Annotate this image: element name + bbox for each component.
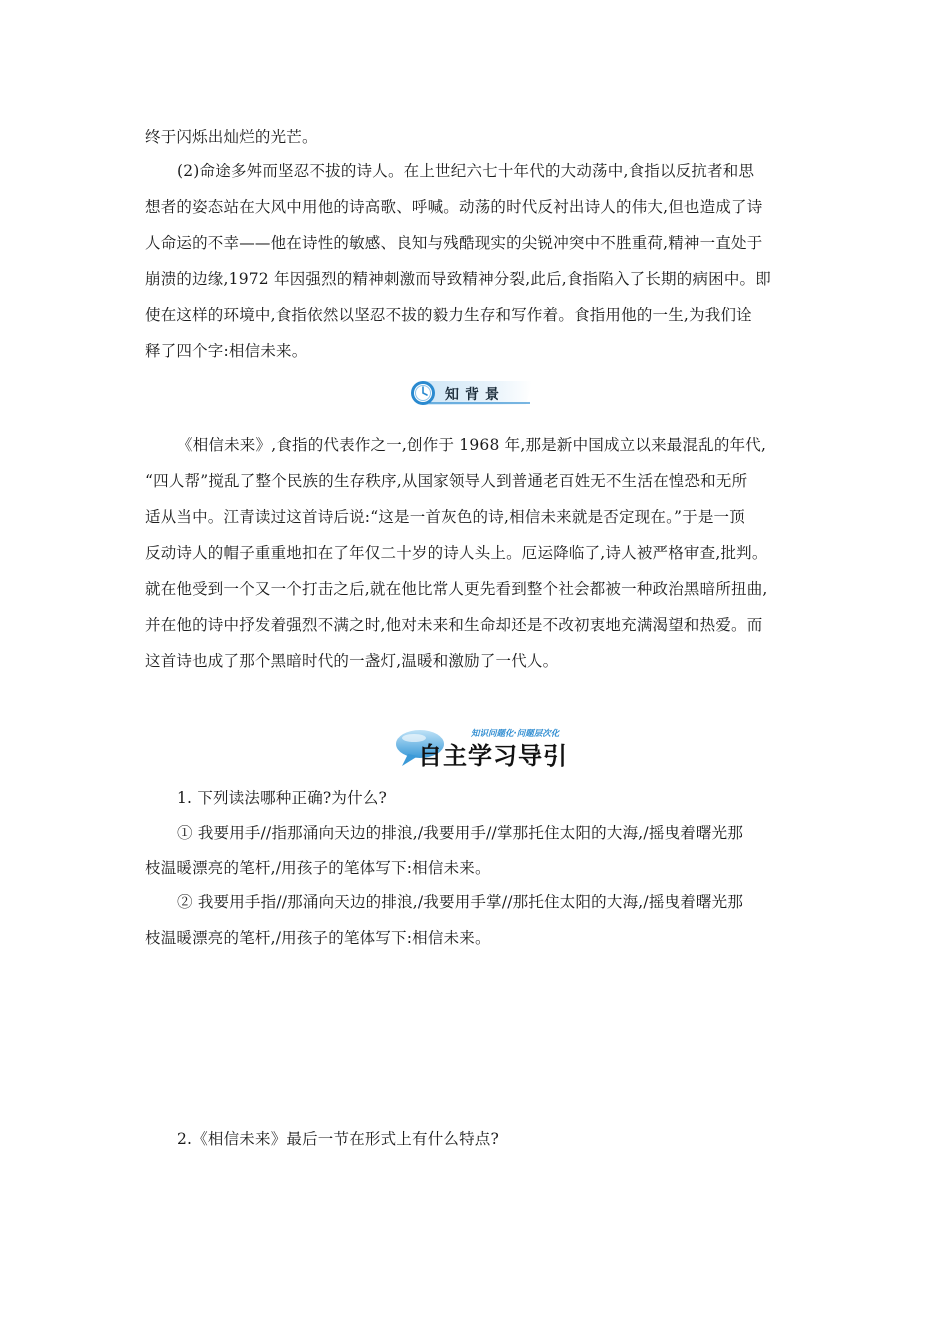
question-1: 1. 下列读法哪种正确?为什么? [177,789,388,807]
background-line: 这首诗也成了那个黑暗时代的一盏灯,温暖和激励了一代人。 [145,652,559,670]
section-title-self-study: 自主学习导引 [418,742,568,770]
background-line: “四人帮”搅乱了整个民族的生存秩序,从国家领导人到普通老百姓无不生活在惶恐和无所 [145,472,748,490]
question-1-option: ② 我要用手指//那涌向天边的排浪,/我要用手掌//那托住太阳的大海,/摇曳着曙光那 [177,893,744,911]
background-line: 《相信未来》,食指的代表作之一,创作于 1968 年,那是新中国成立以来最混乱的年代, [177,436,767,454]
background-line: 适从当中。江青读过这首诗后说:“这是一首灰色的诗,相信未来就是否定现在。”于是一顶 [145,508,745,526]
section-title-background: 知背景 [445,387,505,403]
question-1-option: ① 我要用手//指那涌向天边的排浪,/我要用手//掌那托住太阳的大海,/摇曳着曙光那 [177,824,744,842]
intro-line: 崩溃的边缘,1972 年因强烈的精神刺激而导致精神分裂,此后,食指陷入了长期的病困中。即 [145,270,771,288]
question-2: 2.《相信未来》最后一节在形式上有什么特点? [177,1130,499,1148]
intro-line: 想者的姿态站在大风中用他的诗高歌、呼喊。动荡的时代反衬出诗人的伟大,但也造成了诗 [145,198,763,216]
intro-line: 使在这样的环境中,食指依然以坚忍不拔的毅力生存和写作着。食指用他的一生,为我们诠 [145,306,752,324]
question-1-option: 枝温暖漂亮的笔杆,/用孩子的笔体写下:相信未来。 [145,929,491,947]
intro-line: 释了四个字:相信未来。 [145,342,308,360]
section-subtitle: 知识问题化·问题层次化 [471,729,560,739]
intro-line: 人命运的不幸——他在诗性的敏感、良知与残酷现实的尖锐冲突中不胜重荷,精神一直处于 [145,234,763,252]
intro-line: (2)命途多舛而坚忍不拔的诗人。在上世纪六七十年代的大动荡中,食指以反抗者和思 [177,162,755,180]
background-line: 就在他受到一个又一个打击之后,就在他比常人更先看到整个社会都被一种政治黑暗所扭曲, [145,580,768,598]
background-line: 并在他的诗中抒发着强烈不满之时,他对未来和生命却还是不改初衷地充满渴望和热爱。而 [145,616,763,634]
background-line: 反动诗人的帽子重重地扣在了年仅二十岁的诗人头上。厄运降临了,诗人被严格审查,批判。 [145,544,768,562]
question-1-option: 枝温暖漂亮的笔杆,/用孩子的笔体写下:相信未来。 [145,859,491,877]
intro-line: 终于闪烁出灿烂的光芒。 [145,128,318,146]
